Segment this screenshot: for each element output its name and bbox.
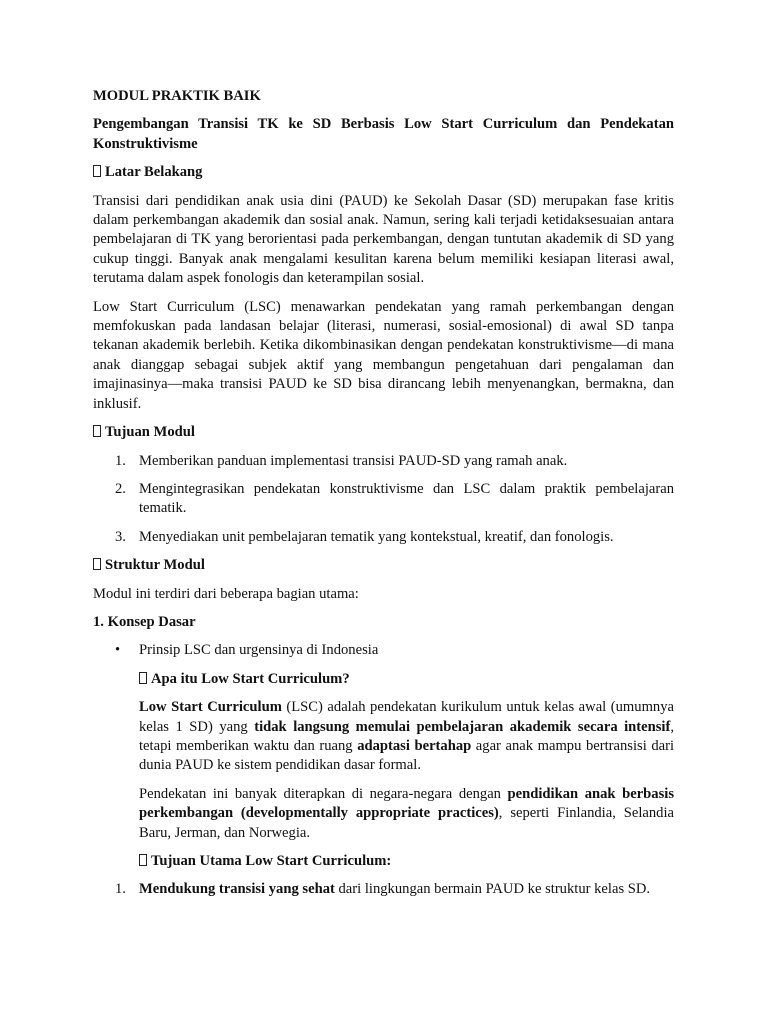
paragraph-apa-lsc-2: Pendekatan ini banyak diterapkan di negara-negara dengan pendidikan anak berbasis perkembangan (developmentally appropriate practices), seperti Finlandia, Selandia Baru, Jerman, dan Norwegia. [139, 785, 674, 841]
document-body [93, 87, 674, 900]
bullet-icon: • [115, 642, 121, 659]
missing-glyph-icon [139, 854, 147, 866]
document-subtitle: Pengembangan Transisi TK ke SD Berbasis Low Start Curriculum dan Pendekatan Konstruktivisme [93, 116, 674, 152]
bullet-item-prinsip-lsc: • Prinsip LSC dan urgensinya di Indonesia [93, 641, 674, 660]
paragraph-latar-1: Transisi dari pendidikan anak usia dini (PAUD) ke Sekolah Dasar (SD) merupakan fase kritis dalam perkembangan akademik dan sosial anak. Namun, sering kali terjadi ketidaksesuaian antara pembelajaran di TK yang berorientasi pada perkembangan, dengan tuntutan akademik di SD yang cukup tinggi. Banyak anak mengalami kesulitan karena belum memiliki kesiapan literasi awal, terutama dalam aspek fonologis dan keterampilan sosial. [93, 192, 674, 287]
heading-struktur-modul: Struktur Modul [93, 556, 674, 575]
paragraph-latar-2: Low Start Curriculum (LSC) menawarkan pendekatan yang ramah perkembangan dengan memfokuskan pada landasan belajar (literasi, numerasi, sosial-emosional) di awal SD tanpa tekanan akademik berlebih. Ketika dikombinasikan dengan pendekatan konstruktivisme—di mana anak dianggap sebagai subjek aktif yang membangun pengetahuan dari pengalaman dan imajinasinya—maka transisi PAUD ke SD bisa dirancang lebih menyenangkan, bermakna, dan inklusif. [93, 298, 674, 412]
list-item-tujuan-3: 3. Menyediakan unit pembelajaran tematik yang kontekstual, kreatif, dan fonologis. [115, 528, 614, 545]
heading-tujuan-modul: Tujuan Modul [93, 423, 674, 442]
missing-glyph-icon [93, 425, 101, 437]
list-item-tujuan-utama-1: 1. Mendukung transisi yang sehat dari lingkungan bermain PAUD ke struktur kelas SD. [115, 881, 651, 898]
heading-konsep-dasar: 1. Konsep Dasar [93, 613, 196, 630]
paragraph-struktur-intro: Modul ini terdiri dari beberapa bagian utama: [93, 585, 359, 602]
missing-glyph-icon [93, 165, 101, 177]
missing-glyph-icon [93, 558, 101, 570]
heading-apa-itu-lsc: Apa itu Low Start Curriculum? [93, 670, 674, 689]
document-title: MODUL PRAKTIK BAIK [93, 88, 261, 104]
heading-tujuan-utama-lsc: Tujuan Utama Low Start Curriculum: [93, 852, 674, 871]
missing-glyph-icon [139, 672, 147, 684]
list-item-tujuan-2: 2. Mengintegrasikan pendekatan konstruktivisme dan LSC dalam praktik pembelajaran tematik. [115, 480, 674, 517]
paragraph-apa-lsc-1: Low Start Curriculum (LSC) adalah pendekatan kurikulum untuk kelas awal (umumnya kelas 1 SD) yang tidak langsung memulai pembelajaran akademik secara intensif, tetapi memberikan waktu dan ruang adaptasi bertahap agar anak mampu bertransisi dari dunia PAUD ke sistem pendidikan dasar formal. [139, 699, 675, 774]
heading-latar-belakang: Latar Belakang [93, 163, 674, 182]
list-item-tujuan-1: 1. Memberikan panduan implementasi transisi PAUD-SD yang ramah anak. [115, 452, 568, 469]
